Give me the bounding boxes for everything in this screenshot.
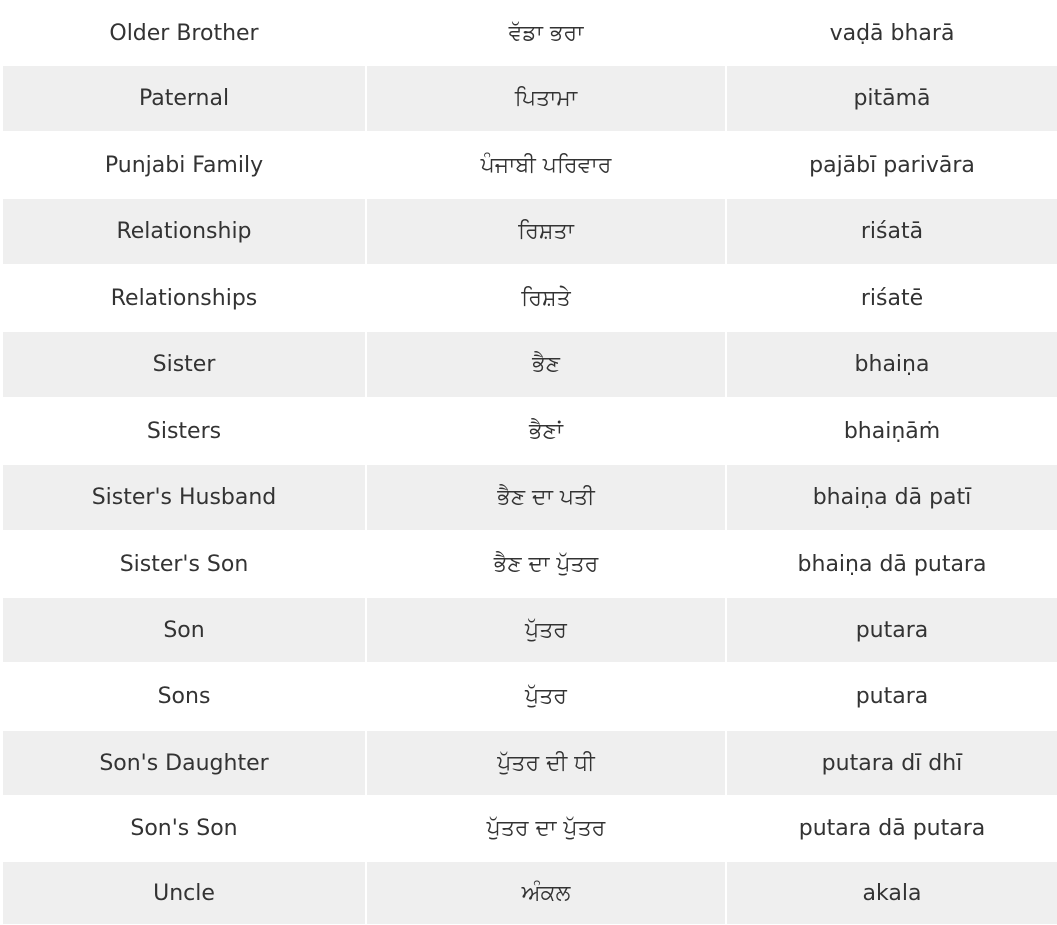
table-row <box>3 731 1057 795</box>
punjabi-cell: ਪੁੱਤਰ ਦੀ ਧੀ <box>365 731 725 795</box>
table-row <box>3 795 1057 862</box>
english-cell: Sister's Husband <box>3 465 365 530</box>
table-row <box>3 332 1057 397</box>
table-row <box>3 199 1057 264</box>
transliteration-cell: bhaiṇa <box>725 332 1057 397</box>
punjabi-cell: ਵੱਡਾ ਭਰਾ <box>365 0 725 66</box>
punjabi-cell: ਰਿਸ਼ਤਾ <box>365 199 725 264</box>
transliteration-cell: bhaiṇa dā patī <box>725 465 1057 530</box>
table-row <box>3 66 1057 131</box>
vocabulary-table <box>3 0 1057 924</box>
english-cell: Older Brother <box>3 0 365 66</box>
table-row <box>3 397 1057 465</box>
table-row <box>3 662 1057 731</box>
punjabi-cell: ਪੁੱਤਰ <box>365 662 725 731</box>
transliteration-cell: akala <box>725 862 1057 924</box>
english-cell: Sisters <box>3 397 365 465</box>
punjabi-cell: ਰਿਸ਼ਤੇ <box>365 264 725 332</box>
transliteration-cell: pitāmā <box>725 66 1057 131</box>
table-row <box>3 465 1057 530</box>
english-cell: Son's Son <box>3 795 365 862</box>
punjabi-cell: ਪੁੱਤਰ <box>365 598 725 662</box>
english-cell: Son <box>3 598 365 662</box>
english-cell: Son's Daughter <box>3 731 365 795</box>
punjabi-cell: ਅੰਕਲ <box>365 862 725 924</box>
punjabi-cell: ਪੰਜਾਬੀ ਪਰਿਵਾਰ <box>365 131 725 199</box>
punjabi-cell: ਪਿਤਾਮਾ <box>365 66 725 131</box>
punjabi-cell: ਭੈਣਾਂ <box>365 397 725 465</box>
english-cell: Relationship <box>3 199 365 264</box>
transliteration-cell: putara <box>725 662 1057 731</box>
vocabulary-table-body <box>3 0 1057 924</box>
transliteration-cell: bhaiṇāṁ <box>725 397 1057 465</box>
punjabi-cell: ਪੁੱਤਰ ਦਾ ਪੁੱਤਰ <box>365 795 725 862</box>
english-cell: Relationships <box>3 264 365 332</box>
transliteration-cell: riśatā <box>725 199 1057 264</box>
english-cell: Uncle <box>3 862 365 924</box>
english-cell: Sister's Son <box>3 530 365 598</box>
transliteration-cell: riśatē <box>725 264 1057 332</box>
transliteration-cell: vaḍā bharā <box>725 0 1057 66</box>
table-row <box>3 862 1057 924</box>
punjabi-cell: ਭੈਣ ਦਾ ਪਤੀ <box>365 465 725 530</box>
english-cell: Sons <box>3 662 365 731</box>
punjabi-cell: ਭੈਣ ਦਾ ਪੁੱਤਰ <box>365 530 725 598</box>
transliteration-cell: putara dā putara <box>725 795 1057 862</box>
english-cell: Punjabi Family <box>3 131 365 199</box>
english-cell: Paternal <box>3 66 365 131</box>
punjabi-cell: ਭੈਣ <box>365 332 725 397</box>
table-row <box>3 0 1057 66</box>
table-row <box>3 264 1057 332</box>
transliteration-cell: putara <box>725 598 1057 662</box>
english-cell: Sister <box>3 332 365 397</box>
transliteration-cell: bhaiṇa dā putara <box>725 530 1057 598</box>
table-row <box>3 530 1057 598</box>
table-row <box>3 598 1057 662</box>
transliteration-cell: putara dī dhī <box>725 731 1057 795</box>
table-row <box>3 131 1057 199</box>
transliteration-cell: pajābī parivāra <box>725 131 1057 199</box>
